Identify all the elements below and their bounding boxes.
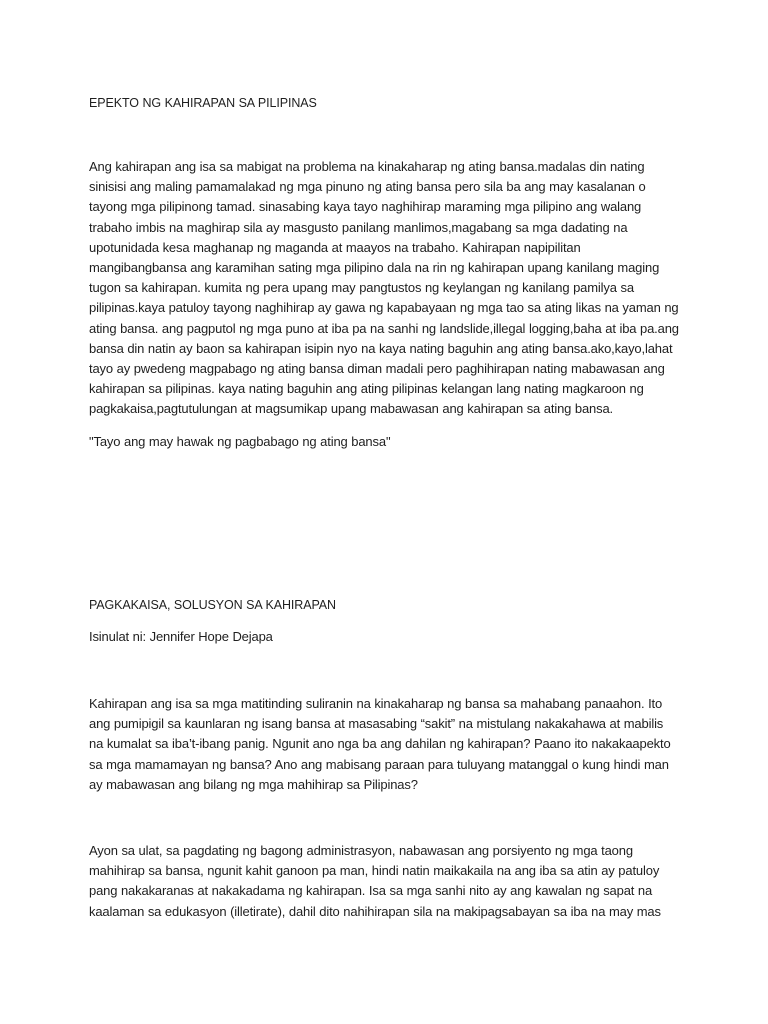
document-title: EPEKTO NG KAHIRAPAN SA PILIPINAS — [89, 96, 317, 110]
quote-line: "Tayo ang may hawak ng pagbabago ng ating bansa" — [89, 434, 391, 449]
body-paragraph-3: Ayon sa ulat, sa pagdating ng bagong administrasyon, nabawasan ang porsiyento ng mga taong mahihirap sa bansa, ngunit kahit ganoon pa man, hindi natin maikakaila na ang iba sa atin ay patuloy pang nakakaranas at nakakadama ng kahirapan. Isa sa mga sanhi nito ay ang kawalan ng sapat na kaalaman sa edukasyon (illetirate), dahil dito nahihirapan sila na makipagsabayan sa iba na may mas — [89, 843, 661, 919]
body-paragraph-1: Ang kahirapan ang isa sa mabigat na problema na kinakaharap ng ating bansa.madalas din nating sinisisi ang maling pamamalakad ng mga pinuno ng ating bansa pero sila ba ang may kasalanan o tayong mga pilipinong tamad. sinasabing kaya tayo naghihirap maraming mga pilipino ang walang trabaho imbis na maghirap sila ay masgusto panilang manlimos,magabang sa mga dadating na upotunidada kesa maghanap ng maganda at maayos na trabaho. Kahirapan napipilitan mangibangbansa ang karamihan sating mga pilipino dala na rin ng kahirapan upang kanilang maging tugon sa kahirapan. kumita ng pera upang may pangtustos ng keylangan ng kanilang pamilya sa pilipinas.kaya patuloy tayong naghihirap ay gawa ng kapabayaan ng mga tao sa ating likas na yaman ng ating bansa. ang pagputol ng mga puno at iba pa na sanhi ng landslide,illegal logging,baha at iba pa.ang bansa din natin ay baon sa kahirapan isipin nyo na kaya nating baguhin ang ating bansa.ako,kayo,lahat tayo ay pwedeng magpabago ng ating bansa diman madali pero paghihirapan nating mabawasan ang kahirapan sa pilipinas. kaya nating baguhin ang ating pilipinas kelangan lang nating magkaroon ng pagkakaisa,pagtutulungan at magsumikap upang mabawasan ang kahirapan sa ating bansa. — [89, 159, 679, 417]
author-byline: Isinulat ni: Jennifer Hope Dejapa — [89, 629, 273, 644]
body-paragraph-2: Kahirapan ang isa sa mga matitinding suliranin na kinakaharap ng bansa sa mahabang panaahon. Ito ang pumipigil sa kaunlaran ng isang bansa at masasabing “sakit” na mistulang nakakahawa at mabilis na kumalat sa iba’t-ibang panig. Ngunit ano nga ba ang dahilan ng kahirapan? Paano ito nakakaapekto sa mga mamamayan ng bansa? Ano ang mabisang paraan para tuluyang matanggal o kung hindi man ay mabawasan ang bilang ng mga mahihirap sa Pilipinas? — [89, 696, 671, 792]
section-title: PAGKAKAISA, SOLUSYON SA KAHIRAPAN — [89, 598, 336, 612]
document-page — [89, 0, 679, 1024]
